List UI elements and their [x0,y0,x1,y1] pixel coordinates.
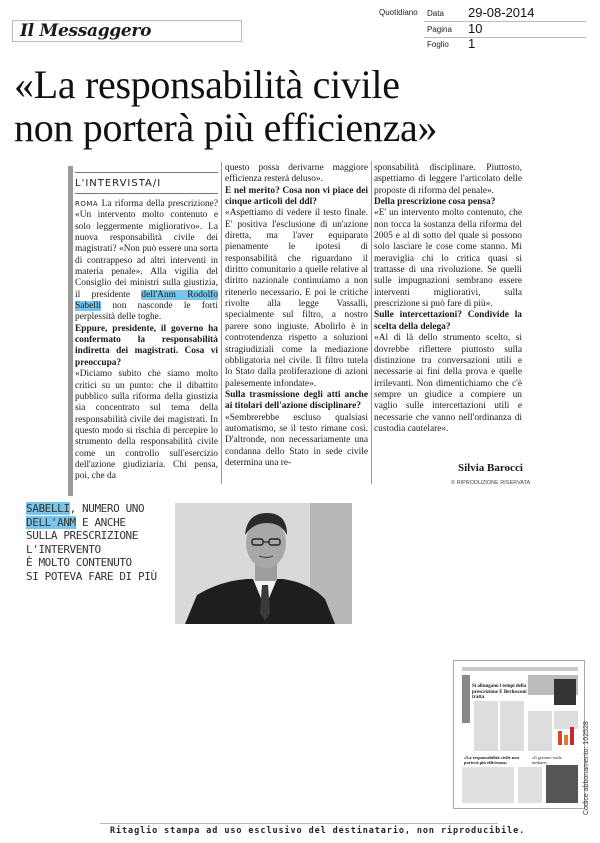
highlighted-text: DELL'ANM [26,515,76,529]
highlighted-text: SABELLI [26,502,70,515]
article-column-2 [225,163,368,469]
quote-line [26,516,169,530]
interview-answer: «Sembrerebbe escluso qualsiasi automatismo, se il testo rimane così. D'altronde, non necessariamente una condanna dello Stato in sede civile determina una re- [225,412,368,468]
interview-question: Sulle intercettazioni? Condivide la scelta della delega? [374,310,522,332]
interview-question: Sulla trasmissione degli atti anche ai titolari dell'azione disciplinare? [225,389,368,412]
paragraph: La riforma della prescrizione? «Un intervento molto contenuto e solo leggermente migliorativo». La nuova responsabilità civile dei magistrati? «Non può essere una sorta di contrappeso ad altri interventi in materia penale». Alla vigilia del Consiglio dei ministri sulla giustizia, il presidente [75,199,219,300]
portrait-photo [175,503,352,624]
column-divider [371,162,372,484]
divider [424,21,586,22]
article-headline [14,63,474,149]
interview-answer: questo possa derivarne maggiore efficienza resterà deluso». [225,163,368,185]
quote-line [26,502,169,516]
interview-answer: «Al di là dello strumento scelto, si dovrebbe riflettere piuttosto sulla distinzione tra conversazioni utili e necessarie ai fini della prova e quelle irrilevanti. Non dimentichiamo che c'è sempre un giudice a compiere un vaglio sulle intercettazioni utili e necessarie che vanno nell'ordinanza di custodia cautelare». [374,333,522,434]
interview-question: Della prescrizione cosa pensa? [374,197,496,208]
headline-line: non porterà più efficienza» [14,105,438,150]
section-rubric: L'INTERVISTA/I [75,178,162,189]
divider [100,823,498,824]
interview-answer: «E' un intervento molto contenuto, che non tocca la sostanza della riforma del 2005 e al di sotto del quale si possono solo lasciare le cose come stanno. Mi meraviglia chi lo critica quasi si trattasse di una rivoluzione. Se quelli sulle impugnazioni sembrano essere interventi migliorativi, sulla prescrizione si può fare di più». [374,208,522,310]
quote-line: SULLA PRESCRIZIONE [26,529,139,543]
sheet-label: Foglio [427,40,449,49]
sheet-value: 1 [468,36,476,51]
interview-question: E nel merito? Cosa non vi piace dei cinque articoli del ddl? [225,185,368,208]
interview-answer: «Aspettiamo di vedere il testo finale. E' positiva l'esclusione di un'azione diretta, ma l'aver equiparato pienamente le ipotesi di responsabilità che riguardano il diritto comunitario a quelle relative al diritto nazionale continuiamo a non ritenerlo necessario. E poi le critiche rivolte alla legge Vassalli, specialmente sul filtro, a nostro parere sono ingiuste. Abolirlo è in controtendenza rispetto a soluzioni stragiudiziali come la mediazione obbligatoria nel civile. Il filtro tutela lo Stato dalla proliferazione di azioni palesemente infondate». [225,208,368,389]
quote-line: SI POTEVA FARE DI PIÙ [26,569,157,583]
newspaper-masthead: Il Messaggero [20,21,152,41]
subscription-code: Codice abbonamento: 102528 [583,721,590,815]
thumbnail-headline: Si allungano i tempi della prescrizione E Berlusconi tratta [472,684,527,700]
highlighted-text: dell'Anm Rodolfo Sabelli [75,289,218,312]
article-column-1 [75,199,218,483]
divider [424,37,586,38]
interview-question: Eppure, presidente, il governo ha confermato la responsabilità indiretta dei magistrati. Cosa vi preoccupa? [75,323,218,368]
date-value: 29-08-2014 [468,5,535,20]
portrait-image [175,503,352,624]
column-marker [68,166,73,496]
interview-answer: sponsabilità disciplinare. Piuttosto, aspettiamo di leggere l'articolato delle proposte di riforma del penale». [374,163,522,196]
quote-text: , NUMERO UNO [69,502,145,515]
footer-disclaimer: Ritaglio stampa ad uso esclusivo del destinatario, non riproducibile. [110,826,526,836]
document-type: Quotidiano [379,8,418,17]
page-label: Pagina [427,25,452,34]
page-value: 10 [468,21,483,36]
quote-text: E ANCHE [75,515,126,529]
thumbnail-headline: «Il governo vuole mediare» [532,755,562,765]
quote-line: L'INTERVENTO [26,542,101,556]
dateline-city: ROMA [75,200,99,208]
article-column-3 [374,163,522,435]
quote-line: È MOLTO CONTENUTO [26,556,132,570]
copyright-notice: © RIPRODUZIONE RISERVATA [451,480,531,486]
column-divider [221,162,222,484]
date-label: Data [427,9,444,18]
headline-line: «La responsabilità civile [14,62,400,107]
interview-answer: «Diciamo subito che siamo molto critici su un punto: che il dibattito pubblico sulla riforma della giustizia sia concentrato sul tema della responsabilità civile dei magistrati. In questo modo si rischia di percepire lo strumento della responsabilità civile come un controllo sull'esercizio dell'azione giudiziaria. Chi pensa, poi, che da [75,369,218,482]
pull-quote [26,502,169,612]
page-thumbnail [453,660,585,809]
divider [75,172,218,173]
paragraph: non nasconde le forti perplessità delle toghe. [75,301,218,323]
thumbnail-headline: «La responsabilità civile non porterà più efficienza» [464,755,520,765]
author-signature: Silvia Barocci [458,462,523,474]
divider [75,193,218,194]
